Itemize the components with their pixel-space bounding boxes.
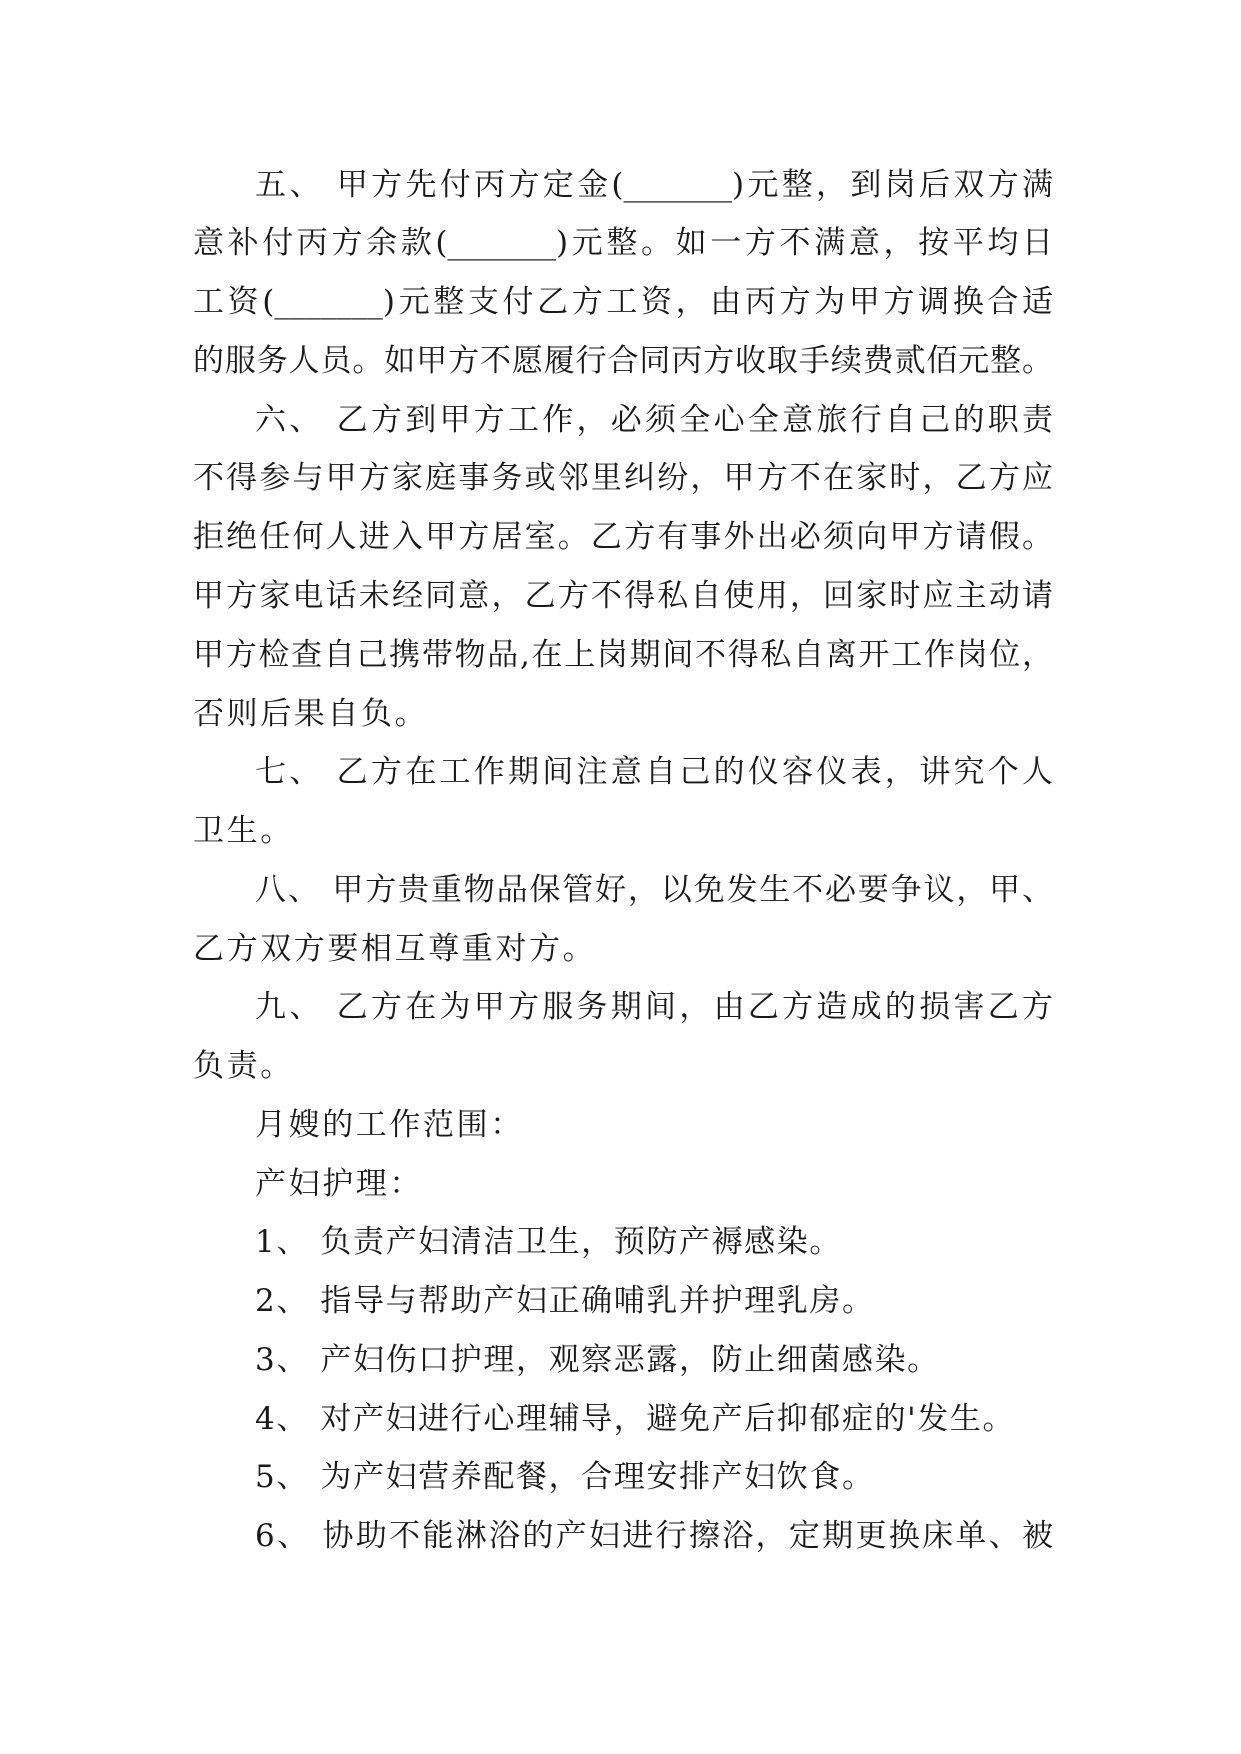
clause-8-line-1: 八、 甲方贵重物品保管好，以免发生不必要争议，甲、 [255,872,1053,908]
clause-5-line-1: 五、 甲方先付丙方定金(_______)元整，到岗后双方满 [255,167,1053,203]
clause-9-line-2: 负责。 [193,1048,294,1084]
clause-5-line-4: 的服务人员。如甲方不愿履行合同丙方收取手续费贰佰元整。 [193,343,1053,379]
clause-7-line-2: 卫生。 [193,813,294,849]
list-item-6: 6、 协助不能淋浴的产妇进行擦浴，定期更换床单、被 [255,1518,1053,1554]
clause-6-line-1: 六、 乙方到甲方工作，必须全心全意旅行自己的职责 [255,402,1053,438]
list-item-5: 5、 为产妇营养配餐，合理安排产妇饮食。 [255,1459,875,1495]
list-item-3: 3、 产妇伤口护理，观察恶露，防止细菌感染。 [255,1342,940,1378]
clause-5-line-2: 意补付丙方余款(_______)元整。如一方不满意，按平均日 [193,225,1053,261]
clause-7-line-1: 七、 乙方在工作期间注意自己的仪容仪表，讲究个人 [255,754,1053,790]
clause-9-line-1: 九、 乙方在为甲方服务期间，由乙方造成的损害乙方 [255,989,1053,1025]
clause-8-line-2: 乙方双方要相互尊重对方。 [193,931,597,967]
clause-6-line-4: 甲方家电话未经同意，乙方不得私自使用，回家时应主动请 [193,578,1053,614]
clause-6-line-5: 甲方检查自己携带物品,在上岗期间不得私自离开工作岗位， [193,637,1053,673]
list-item-4: 4、 对产妇进行心理辅导，避免产后抑郁症的'发生。 [255,1401,1016,1437]
section-heading-scope: 月嫂的工作范围： [255,1107,524,1143]
subheading-maternal-care: 产妇护理： [255,1166,423,1202]
clause-6-line-2: 不得参与甲方家庭事务或邻里纠纷，甲方不在家时，乙方应 [193,460,1053,496]
list-item-1: 1、 负责产妇清洁卫生，预防产褥感染。 [255,1224,842,1260]
list-item-2: 2、 指导与帮助产妇正确哺乳并护理乳房。 [255,1283,875,1319]
clause-6-line-6: 否则后果自负。 [193,696,429,732]
clause-5-line-3: 工资(_______)元整支付乙方工资，由丙方为甲方调换合适 [193,284,1053,320]
clause-6-line-3: 拒绝任何人进入甲方居室。乙方有事外出必须向甲方请假。 [193,519,1053,555]
